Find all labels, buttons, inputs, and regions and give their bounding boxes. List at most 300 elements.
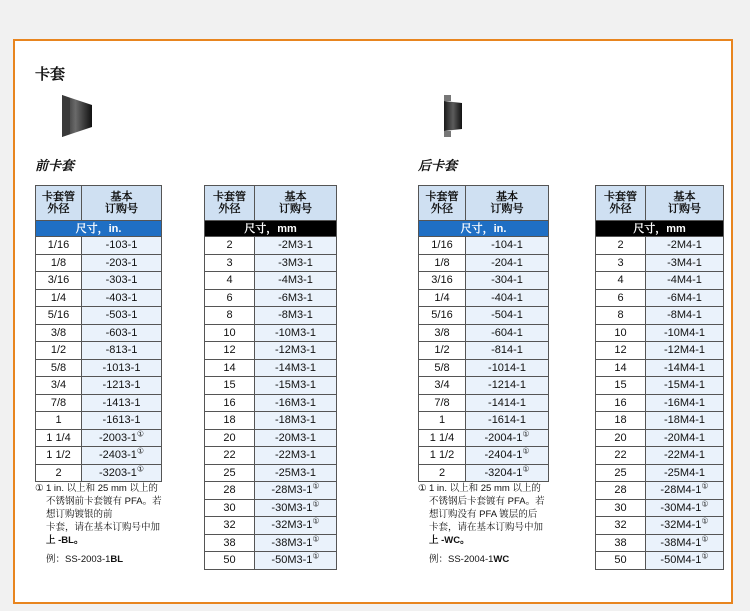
tube-od-cell: 16 bbox=[596, 394, 646, 412]
order-number-text: -8M4-1 bbox=[667, 309, 702, 322]
table-row bbox=[419, 377, 549, 395]
order-number-text: -2404-1 bbox=[484, 449, 523, 462]
table-row bbox=[205, 517, 337, 535]
order-number-cell bbox=[82, 342, 162, 360]
footnote-ref: ① bbox=[522, 464, 530, 474]
footnote-ref: ① bbox=[312, 534, 320, 544]
order-number-cell bbox=[82, 237, 162, 255]
order-number-cell bbox=[82, 377, 162, 395]
order-number-cell bbox=[82, 254, 162, 272]
order-number-cell bbox=[255, 289, 337, 307]
table-row bbox=[205, 499, 337, 517]
table-row bbox=[205, 307, 337, 325]
note-line: 上 -BL。 bbox=[46, 535, 84, 546]
tube-od-cell: 4 bbox=[205, 272, 255, 290]
order-number-cell bbox=[646, 412, 724, 430]
col-tube-od-header: 卡套管 外径 bbox=[596, 186, 646, 221]
order-number-text: -18M4-1 bbox=[664, 414, 705, 427]
order-number-text: -12M3-1 bbox=[275, 344, 316, 357]
front-subtitle: 前卡套 bbox=[35, 158, 75, 173]
table-row bbox=[205, 359, 337, 377]
order-number-cell bbox=[646, 237, 724, 255]
order-number-text: -1613-1 bbox=[102, 414, 141, 427]
order-number-cell bbox=[466, 429, 549, 447]
tube-od-cell: 4 bbox=[596, 272, 646, 290]
back-subtitle: 后卡套 bbox=[418, 158, 458, 173]
order-number-cell bbox=[82, 429, 162, 447]
order-number-text: -12M4-1 bbox=[664, 344, 705, 357]
order-number-text: -1614-1 bbox=[488, 414, 526, 427]
note-line: 1 in. 以上和 25 mm 以上的 bbox=[46, 483, 158, 494]
table-row bbox=[36, 447, 162, 465]
table-row bbox=[36, 307, 162, 325]
table-row bbox=[36, 237, 162, 255]
tube-od-cell: 12 bbox=[596, 342, 646, 360]
order-number-text: -6M4-1 bbox=[667, 291, 702, 304]
note-line: 不锈钢后卡套镀有 PFA。若 bbox=[429, 496, 545, 507]
col-order-number-header: 基本 订购号 bbox=[82, 186, 162, 221]
order-number-text: -104-1 bbox=[491, 239, 523, 252]
tube-od-cell: 7/8 bbox=[36, 394, 82, 412]
order-number-text: -304-1 bbox=[491, 274, 523, 287]
tube-od-cell: 3/16 bbox=[36, 272, 82, 290]
order-number-text: -603-1 bbox=[105, 326, 138, 339]
footnote-ref: ① bbox=[701, 551, 709, 561]
order-number-text: -38M3-1 bbox=[271, 536, 313, 549]
tube-od-cell: 3/4 bbox=[419, 377, 466, 395]
order-number-text: -4M3-1 bbox=[278, 274, 313, 287]
table-row bbox=[419, 254, 549, 272]
order-number-text: -15M4-1 bbox=[664, 379, 705, 392]
table-row bbox=[596, 429, 724, 447]
tube-od-cell: 1/4 bbox=[419, 289, 466, 307]
table-row bbox=[419, 237, 549, 255]
table-row bbox=[36, 412, 162, 430]
tube-od-cell: 28 bbox=[596, 482, 646, 500]
order-number-cell bbox=[255, 359, 337, 377]
order-number-text: -14M3-1 bbox=[275, 361, 316, 374]
tube-od-cell: 18 bbox=[596, 412, 646, 430]
order-number-cell bbox=[466, 377, 549, 395]
tube-od-cell: 2 bbox=[205, 237, 255, 255]
order-number-text: -2003-1 bbox=[98, 431, 137, 444]
note-line: 卡套，请在基本订购号中加 bbox=[429, 522, 544, 533]
tube-od-cell: 25 bbox=[596, 464, 646, 482]
order-number-cell bbox=[646, 464, 724, 482]
tube-od-cell: 10 bbox=[205, 324, 255, 342]
table-row bbox=[596, 324, 724, 342]
order-number-cell bbox=[466, 324, 549, 342]
tube-od-cell: 3/16 bbox=[419, 272, 466, 290]
order-number-text: -18M3-1 bbox=[275, 414, 316, 427]
order-number-text: -403-1 bbox=[105, 291, 138, 304]
footnote-ref: ① bbox=[312, 516, 320, 526]
unit-bar: 尺寸，in. bbox=[36, 221, 162, 237]
order-number-cell bbox=[255, 464, 337, 482]
table-row bbox=[36, 429, 162, 447]
table-row bbox=[205, 289, 337, 307]
footnote-ref: ① bbox=[522, 446, 530, 456]
tube-od-cell: 1/4 bbox=[36, 289, 82, 307]
footnote-ref: ① bbox=[522, 429, 530, 439]
tube-od-cell: 22 bbox=[596, 447, 646, 465]
order-number-cell bbox=[255, 517, 337, 535]
table-row bbox=[205, 394, 337, 412]
order-number-text: -3203-1 bbox=[98, 466, 137, 479]
table-row bbox=[36, 289, 162, 307]
order-number-text: -2M4-1 bbox=[667, 239, 702, 252]
order-number-text: -20M4-1 bbox=[664, 431, 705, 444]
order-number-text: -32M4-1 bbox=[660, 519, 702, 532]
table-row bbox=[36, 464, 162, 482]
table-row bbox=[596, 307, 724, 325]
tube-od-cell: 15 bbox=[205, 377, 255, 395]
col-tube-od-header: 卡套管 外径 bbox=[36, 186, 82, 221]
order-number-cell bbox=[255, 307, 337, 325]
order-number-text: -10M4-1 bbox=[664, 326, 705, 339]
footnote-ref: ① bbox=[312, 499, 320, 509]
order-number-cell bbox=[82, 359, 162, 377]
order-number-cell bbox=[255, 552, 337, 570]
order-number-cell bbox=[82, 289, 162, 307]
tube-od-cell: 2 bbox=[596, 237, 646, 255]
order-number-cell bbox=[82, 394, 162, 412]
order-number-text: -2M3-1 bbox=[278, 239, 313, 252]
order-number-cell bbox=[466, 394, 549, 412]
tube-od-cell: 28 bbox=[205, 482, 255, 500]
tube-od-cell: 20 bbox=[205, 429, 255, 447]
order-number-cell bbox=[646, 394, 724, 412]
order-number-cell bbox=[646, 254, 724, 272]
table-row bbox=[419, 307, 549, 325]
tube-od-cell: 12 bbox=[205, 342, 255, 360]
table-row bbox=[205, 429, 337, 447]
tube-od-cell: 38 bbox=[205, 534, 255, 552]
tube-od-cell: 50 bbox=[596, 552, 646, 570]
table-row bbox=[596, 359, 724, 377]
table-row bbox=[419, 429, 549, 447]
order-number-text: -8M3-1 bbox=[278, 309, 313, 322]
tube-od-cell: 6 bbox=[205, 289, 255, 307]
tube-od-cell: 1/16 bbox=[419, 237, 466, 255]
footnote-ref: ① bbox=[136, 446, 145, 456]
tube-od-cell: 8 bbox=[205, 307, 255, 325]
tube-od-cell: 38 bbox=[596, 534, 646, 552]
footnote-ref: ① bbox=[136, 429, 145, 439]
table-row bbox=[596, 289, 724, 307]
note-line: 上 -WC。 bbox=[429, 535, 470, 546]
table-row bbox=[205, 254, 337, 272]
back-footnote bbox=[418, 482, 568, 566]
order-number-text: -1213-1 bbox=[102, 379, 141, 392]
table-row bbox=[419, 412, 549, 430]
order-number-cell bbox=[466, 237, 549, 255]
front-inch-table bbox=[35, 185, 162, 482]
tube-od-cell: 1/16 bbox=[36, 237, 82, 255]
order-number-text: -30M4-1 bbox=[660, 501, 702, 514]
order-number-text: -2004-1 bbox=[484, 431, 523, 444]
order-number-cell bbox=[255, 324, 337, 342]
order-number-text: -28M3-1 bbox=[271, 484, 313, 497]
order-number-cell bbox=[466, 289, 549, 307]
order-number-text: -16M4-1 bbox=[664, 396, 705, 409]
tube-od-cell: 5/8 bbox=[419, 359, 466, 377]
table-row bbox=[419, 464, 549, 482]
tube-od-cell: 30 bbox=[205, 499, 255, 517]
front-mm-table bbox=[204, 185, 337, 570]
order-number-cell bbox=[646, 342, 724, 360]
tube-od-cell: 22 bbox=[205, 447, 255, 465]
order-number-text: -50M3-1 bbox=[271, 554, 313, 567]
note-line: 1 in. 以上和 25 mm 以上的 bbox=[429, 483, 541, 494]
col-tube-od-header: 卡套管 外径 bbox=[205, 186, 255, 221]
tube-od-cell: 1 1/2 bbox=[36, 447, 82, 465]
order-number-text: -16M3-1 bbox=[275, 396, 316, 409]
order-number-text: -303-1 bbox=[105, 274, 138, 287]
footnote-ref: ① bbox=[312, 481, 320, 491]
order-number-text: -30M3-1 bbox=[271, 501, 313, 514]
order-number-text: -6M3-1 bbox=[278, 291, 313, 304]
order-number-cell bbox=[255, 429, 337, 447]
order-number-cell bbox=[646, 552, 724, 570]
order-number-cell bbox=[255, 412, 337, 430]
tube-od-cell: 14 bbox=[205, 359, 255, 377]
tube-od-cell: 1 1/4 bbox=[419, 429, 466, 447]
tube-od-cell: 2 bbox=[36, 464, 82, 482]
tube-od-cell: 1 1/2 bbox=[419, 447, 466, 465]
order-number-cell bbox=[82, 447, 162, 465]
order-number-text: -404-1 bbox=[491, 291, 523, 304]
table-row bbox=[36, 342, 162, 360]
order-number-cell bbox=[646, 359, 724, 377]
order-number-cell bbox=[646, 429, 724, 447]
table-row bbox=[419, 359, 549, 377]
order-number-cell bbox=[646, 307, 724, 325]
table-row bbox=[596, 412, 724, 430]
order-number-cell bbox=[255, 394, 337, 412]
order-number-text: -503-1 bbox=[105, 309, 138, 322]
order-number-text: -1413-1 bbox=[102, 396, 141, 409]
order-number-cell bbox=[466, 447, 549, 465]
col-order-number-header: 基本 订购号 bbox=[646, 186, 724, 221]
order-number-cell bbox=[255, 482, 337, 500]
catalog-panel bbox=[13, 39, 733, 604]
table-row bbox=[419, 289, 549, 307]
footnote-mark: ① bbox=[418, 483, 427, 494]
tube-od-cell: 3/8 bbox=[36, 324, 82, 342]
table-row bbox=[36, 324, 162, 342]
order-number-cell bbox=[255, 499, 337, 517]
table-row bbox=[419, 342, 549, 360]
example: 例：SS-2003-1BL bbox=[46, 554, 124, 565]
col-order-number-header: 基本 订购号 bbox=[255, 186, 337, 221]
table-row bbox=[205, 342, 337, 360]
order-number-cell bbox=[82, 412, 162, 430]
order-number-text: -4M4-1 bbox=[667, 274, 702, 287]
tube-od-cell: 3 bbox=[596, 254, 646, 272]
tube-od-cell: 3/8 bbox=[419, 324, 466, 342]
order-number-text: -103-1 bbox=[105, 239, 138, 252]
order-number-text: -814-1 bbox=[491, 344, 523, 357]
table-row bbox=[205, 534, 337, 552]
table-row bbox=[36, 272, 162, 290]
tube-od-cell: 1 1/4 bbox=[36, 429, 82, 447]
footnote-ref: ① bbox=[701, 516, 709, 526]
back-ferrule-image bbox=[442, 93, 466, 139]
table-row bbox=[596, 464, 724, 482]
order-number-cell bbox=[255, 272, 337, 290]
note-line: 卡套，请在基本订购号中加 bbox=[46, 522, 161, 533]
tube-od-cell: 5/8 bbox=[36, 359, 82, 377]
order-number-cell bbox=[466, 254, 549, 272]
footnote-ref: ① bbox=[701, 499, 709, 509]
table-row bbox=[36, 359, 162, 377]
table-row bbox=[205, 412, 337, 430]
table-row bbox=[205, 377, 337, 395]
table-row bbox=[205, 447, 337, 465]
order-number-text: -813-1 bbox=[105, 344, 138, 357]
order-number-text: -22M4-1 bbox=[664, 449, 705, 462]
tube-od-cell: 6 bbox=[596, 289, 646, 307]
example: 例：SS-2004-1WC bbox=[429, 554, 510, 565]
tube-od-cell: 1 bbox=[36, 412, 82, 430]
order-number-text: -1214-1 bbox=[488, 379, 526, 392]
order-number-text: -10M3-1 bbox=[275, 326, 316, 339]
table-row bbox=[205, 482, 337, 500]
page-title: 卡套 bbox=[35, 66, 66, 83]
table-row bbox=[419, 447, 549, 465]
order-number-cell bbox=[82, 324, 162, 342]
order-number-text: -504-1 bbox=[491, 309, 523, 322]
table-row bbox=[36, 394, 162, 412]
tube-od-cell: 1/2 bbox=[419, 342, 466, 360]
order-number-cell bbox=[255, 342, 337, 360]
footnote-ref: ① bbox=[312, 551, 320, 561]
tube-od-cell: 7/8 bbox=[419, 394, 466, 412]
order-number-text: -14M4-1 bbox=[664, 361, 705, 374]
order-number-cell bbox=[255, 254, 337, 272]
note-line: 不锈钢前卡套镀有 PFA。若 bbox=[46, 496, 162, 507]
table-row bbox=[205, 464, 337, 482]
tube-od-cell: 10 bbox=[596, 324, 646, 342]
table-row bbox=[596, 342, 724, 360]
order-number-cell bbox=[255, 447, 337, 465]
order-number-text: -203-1 bbox=[105, 256, 138, 269]
tube-od-cell: 18 bbox=[205, 412, 255, 430]
table-row bbox=[596, 237, 724, 255]
order-number-text: -15M3-1 bbox=[275, 379, 316, 392]
tube-od-cell: 15 bbox=[596, 377, 646, 395]
front-ferrule-image bbox=[60, 93, 100, 139]
table-row bbox=[596, 534, 724, 552]
order-number-text: -204-1 bbox=[491, 256, 523, 269]
order-number-text: -1013-1 bbox=[102, 361, 141, 374]
tube-od-cell: 5/16 bbox=[419, 307, 466, 325]
order-number-cell bbox=[646, 499, 724, 517]
order-number-text: -38M4-1 bbox=[660, 536, 702, 549]
tube-od-cell: 5/16 bbox=[36, 307, 82, 325]
order-number-text: -32M3-1 bbox=[271, 519, 313, 532]
order-number-cell bbox=[646, 517, 724, 535]
order-number-text: -3M3-1 bbox=[278, 256, 313, 269]
order-number-text: -28M4-1 bbox=[660, 484, 702, 497]
col-tube-od-header: 卡套管 外径 bbox=[419, 186, 466, 221]
front-footnote bbox=[35, 482, 185, 566]
tube-od-cell: 32 bbox=[596, 517, 646, 535]
table-row bbox=[596, 517, 724, 535]
col-order-number-header: 基本 订购号 bbox=[466, 186, 549, 221]
order-number-cell bbox=[255, 377, 337, 395]
order-number-text: -3204-1 bbox=[484, 466, 523, 479]
order-number-cell bbox=[466, 307, 549, 325]
order-number-text: -2403-1 bbox=[98, 449, 137, 462]
order-number-text: -25M3-1 bbox=[275, 466, 316, 479]
unit-bar: 尺寸，mm bbox=[205, 221, 337, 237]
order-number-cell bbox=[646, 377, 724, 395]
order-number-cell bbox=[255, 534, 337, 552]
order-number-cell bbox=[646, 324, 724, 342]
table-row bbox=[596, 482, 724, 500]
back-mm-table bbox=[595, 185, 724, 570]
table-row bbox=[419, 324, 549, 342]
table-row bbox=[205, 552, 337, 570]
order-number-cell bbox=[466, 359, 549, 377]
table-row bbox=[205, 324, 337, 342]
order-number-cell bbox=[646, 534, 724, 552]
unit-bar: 尺寸，in. bbox=[419, 221, 549, 237]
tube-od-cell: 20 bbox=[596, 429, 646, 447]
tube-od-cell: 3/4 bbox=[36, 377, 82, 395]
table-row bbox=[596, 394, 724, 412]
order-number-cell bbox=[466, 272, 549, 290]
tube-od-cell: 14 bbox=[596, 359, 646, 377]
tube-od-cell: 1/8 bbox=[36, 254, 82, 272]
table-row bbox=[596, 499, 724, 517]
tube-od-cell: 16 bbox=[205, 394, 255, 412]
order-number-text: -604-1 bbox=[491, 326, 523, 339]
tube-od-cell: 50 bbox=[205, 552, 255, 570]
order-number-text: -1414-1 bbox=[488, 396, 526, 409]
note-line: 想订购没有 PFA 镀层的后 bbox=[429, 509, 538, 520]
tube-od-cell: 2 bbox=[419, 464, 466, 482]
footnote-ref: ① bbox=[701, 534, 709, 544]
order-number-cell bbox=[466, 412, 549, 430]
table-row bbox=[205, 237, 337, 255]
table-row bbox=[596, 377, 724, 395]
tube-od-cell: 1/8 bbox=[419, 254, 466, 272]
order-number-cell bbox=[82, 307, 162, 325]
order-number-text: -20M3-1 bbox=[275, 431, 316, 444]
order-number-cell bbox=[82, 464, 162, 482]
order-number-text: -3M4-1 bbox=[667, 256, 702, 269]
order-number-text: -1014-1 bbox=[488, 361, 526, 374]
tube-od-cell: 8 bbox=[596, 307, 646, 325]
tube-od-cell: 30 bbox=[596, 499, 646, 517]
order-number-text: -25M4-1 bbox=[664, 466, 705, 479]
table-row bbox=[596, 552, 724, 570]
order-number-cell bbox=[466, 342, 549, 360]
back-inch-table bbox=[418, 185, 549, 482]
table-row bbox=[419, 394, 549, 412]
table-row bbox=[205, 272, 337, 290]
footnote-ref: ① bbox=[701, 481, 709, 491]
table-row bbox=[596, 272, 724, 290]
order-number-cell bbox=[255, 237, 337, 255]
table-row bbox=[596, 254, 724, 272]
unit-bar: 尺寸，mm bbox=[596, 221, 724, 237]
table-row bbox=[36, 377, 162, 395]
tube-od-cell: 32 bbox=[205, 517, 255, 535]
